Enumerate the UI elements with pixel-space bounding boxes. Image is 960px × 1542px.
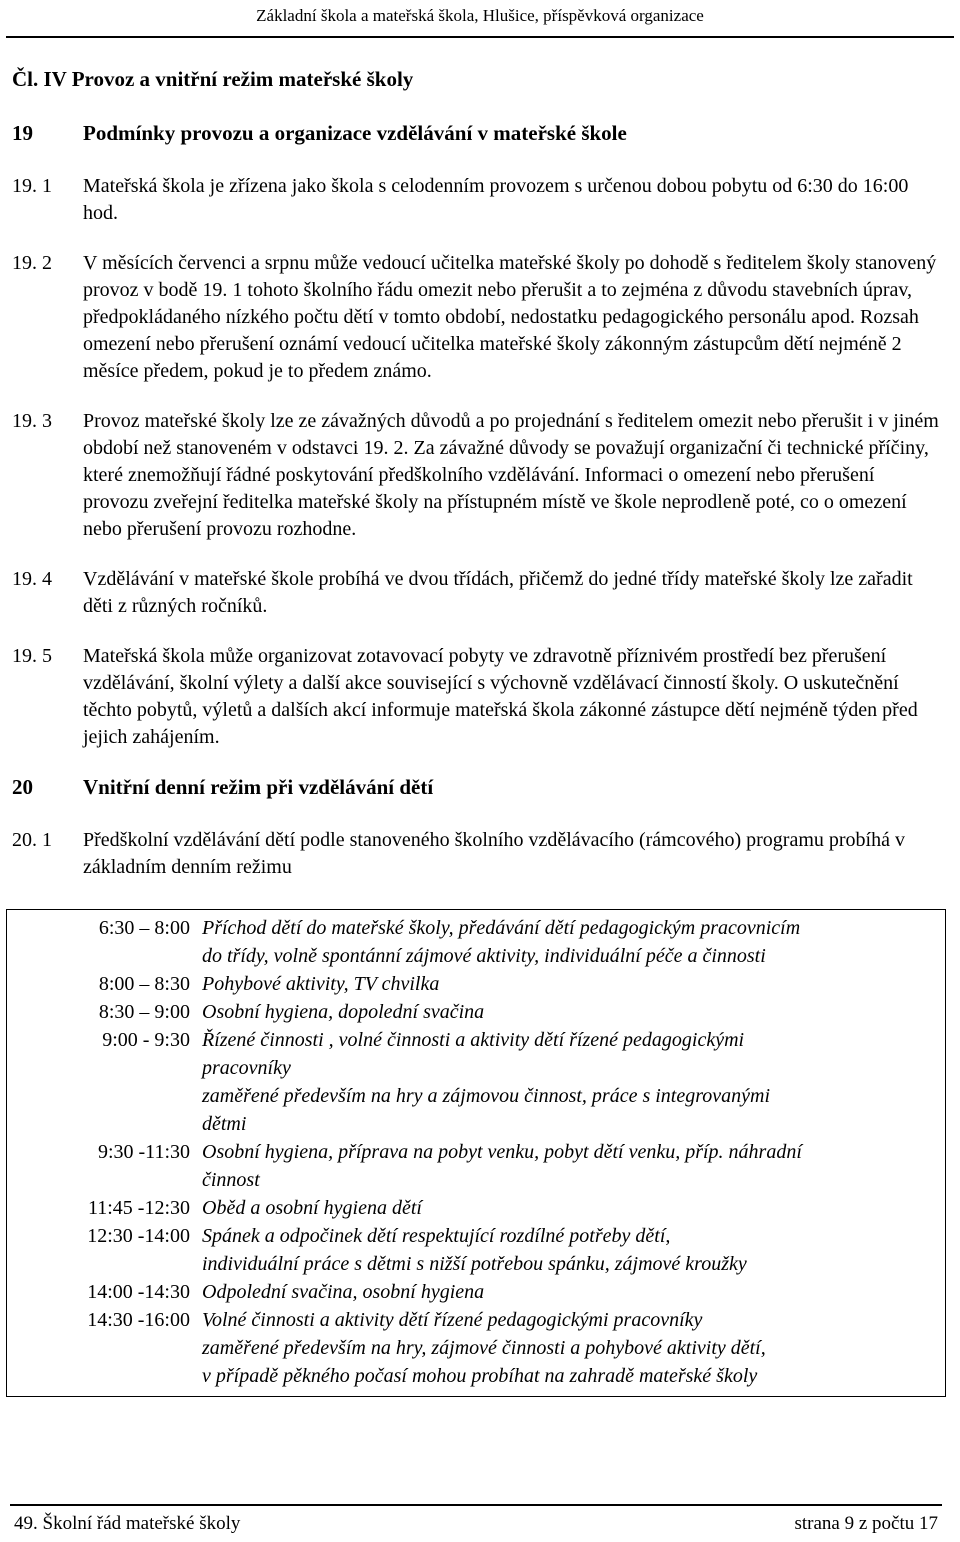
paragraph-text: V měsících červenci a srpnu může vedoucí učitelka mateřské školy po dohodě s ředitelem školy stanovený provoz v bodě 19. 1 tohoto školního řádu omezit nebo přerušit a to zejména z důvodu stavebních úprav, předpokládaného nízkého počtu dětí v tomto období, nedostatku pedagogického personálu apod. Rozsah omezení nebo přerušení oznámí vedoucí učitelka mateřské školy zákonným zástupcům dětí nejméně 2 měsíce předem, pokud je to předem známo.	[83, 252, 937, 382]
schedule-row	[7, 1138, 945, 1194]
paragraph-number: 19. 4	[12, 568, 52, 590]
schedule-activity	[202, 1194, 945, 1222]
schedule-activity-line: Řízené činnosti , volné činnosti a aktivity dětí řízené pedagogickými	[202, 1029, 745, 1051]
paragraph-19-2	[12, 250, 942, 385]
paragraph-text: Mateřská škola je zřízena jako škola s celodenním provozem s určenou dobou pobytu od 6:30 do 16:00 hod.	[83, 175, 909, 224]
section-title: Vnitřní denní režim při vzdělávání dětí	[83, 775, 434, 799]
paragraph-text: Mateřská škola může organizovat zotavovací pobyty ve zdravotně příznivém prostředí bez přerušení vzdělávání, školní výlety a další akce související s výchovně vzdělávací činností školy. O uskutečnění těchto pobytů, výletů a dalších akcí informuje mateřská škola zákonné zástupce dětí nejméně týden před jejich zahájením.	[83, 645, 918, 748]
schedule-row	[7, 1278, 945, 1306]
schedule-activity	[202, 998, 945, 1026]
paragraph-number: 19. 3	[12, 410, 52, 432]
schedule-activity	[202, 914, 945, 970]
schedule-activity-line: Volné činnosti a aktivity dětí řízené pedagogickými pracovníky	[202, 1309, 703, 1331]
schedule-activity	[202, 1278, 945, 1306]
schedule-activity-line: individuální práce s dětmi s nižší potřebou spánku, zájmové kroužky	[202, 1253, 747, 1275]
schedule-activity-line: Spánek a odpočinek dětí respektující rozdílné potřeby dětí,	[202, 1225, 671, 1247]
paragraph-text: Předškolní vzdělávání dětí podle stanoveného školního vzdělávacího (rámcového) programu probíhá v základním denním režimu	[83, 829, 905, 878]
section-19-heading	[12, 120, 942, 147]
paragraph-19-3	[12, 408, 942, 543]
schedule-activity-line: dětmi	[202, 1113, 247, 1135]
schedule-activity	[202, 970, 945, 998]
schedule-activity-line: Pohybové aktivity, TV chvilka	[202, 973, 440, 995]
page-footer	[10, 1504, 942, 1536]
document-body	[12, 66, 942, 1397]
schedule-activity-line: Odpolední svačina, osobní hygiena	[202, 1281, 485, 1303]
schedule-row	[7, 1222, 945, 1278]
schedule-time: 14:30 -16:00	[87, 1309, 190, 1331]
schedule-row	[7, 1194, 945, 1222]
schedule-time: 11:45 -12:30	[87, 1197, 190, 1219]
schedule-activity-line: zaměřené především na hry, zájmové činnosti a pohybové aktivity dětí,	[202, 1337, 766, 1359]
schedule-time: 8:30 – 9:00	[98, 1001, 190, 1023]
section-number: 19	[12, 121, 33, 145]
page-header: Základní škola a mateřská škola, Hlušice, příspěvková organizace	[6, 0, 954, 38]
schedule-time: 9:00 - 9:30	[102, 1029, 190, 1051]
schedule-activity-line: Příchod dětí do mateřské školy, předávání dětí pedagogickým pracovnicím	[202, 917, 801, 939]
schedule-activity-line: do třídy, volně spontánní zájmové aktivity, individuální péče a činnosti	[202, 945, 766, 967]
paragraph-number: 20. 1	[12, 829, 52, 851]
schedule-row	[7, 1026, 945, 1138]
schedule-time: 12:30 -14:00	[87, 1225, 190, 1247]
schedule-activity-line: pracovníky	[202, 1057, 291, 1079]
paragraph-19-4	[12, 566, 942, 620]
daily-schedule-table	[6, 909, 946, 1397]
chapter-title: Čl. IV Provoz a vnitřní režim mateřské školy	[12, 67, 414, 91]
schedule-activity-line: Osobní hygiena, dopolední svačina	[202, 1001, 485, 1023]
footer-document-title: 49. Školní řád mateřské školy	[14, 1513, 241, 1534]
paragraph-19-5	[12, 643, 942, 751]
schedule-activity	[202, 1138, 945, 1194]
schedule-activity	[202, 1306, 945, 1390]
schedule-activity-line: v případě pěkného počasí mohou probíhat na zahradě mateřské školy	[202, 1365, 758, 1387]
paragraph-20-1	[12, 827, 942, 881]
schedule-time: 6:30 – 8:00	[98, 917, 190, 939]
schedule-activity	[202, 1222, 945, 1278]
paragraph-19-1	[12, 173, 942, 227]
paragraph-text: Vzdělávání v mateřské škole probíhá ve dvou třídách, přičemž do jedné třídy mateřské školy lze zařadit děti z různých ročníků.	[83, 568, 913, 617]
paragraph-number: 19. 5	[12, 645, 52, 667]
paragraph-text: Provoz mateřské školy lze ze závažných důvodů a po projednání s ředitelem omezit nebo přerušit i v jiném období než stanoveném v odstavci 19. 2. Za závažné důvody se považují organizační či technické příčiny, které znemožňují řádné poskytování předškolního vzdělávání. Informaci o omezení nebo přerušení provozu zveřejní ředitelka mateřské školy na přístupném místě ve škole neprodleně poté, co o omezení nebo přerušení provozu rozhodne.	[83, 410, 939, 540]
section-20-heading	[12, 774, 942, 801]
schedule-activity-line: činnost	[202, 1169, 260, 1191]
schedule-activity-line: Oběd a osobní hygiena dětí	[202, 1197, 422, 1219]
schedule-activity	[202, 1026, 945, 1138]
schedule-time: 9:30 -11:30	[97, 1141, 190, 1163]
schedule-row	[7, 914, 945, 970]
schedule-time: 14:00 -14:30	[87, 1281, 190, 1303]
schedule-row	[7, 998, 945, 1026]
paragraph-number: 19. 2	[12, 252, 52, 274]
schedule-row	[7, 1306, 945, 1390]
schedule-activity-line: zaměřené především na hry a zájmovou činnost, práce s integrovanými	[202, 1085, 771, 1107]
paragraph-number: 19. 1	[12, 175, 52, 197]
section-number: 20	[12, 775, 33, 799]
schedule-time: 8:00 – 8:30	[98, 973, 190, 995]
schedule-row	[7, 970, 945, 998]
schedule-activity-line: Osobní hygiena, příprava na pobyt venku, pobyt dětí venku, příp. náhradní	[202, 1141, 802, 1163]
footer-page-number: strana 9 z počtu 17	[794, 1513, 938, 1534]
section-title: Podmínky provozu a organizace vzdělávání v mateřské škole	[83, 121, 627, 145]
